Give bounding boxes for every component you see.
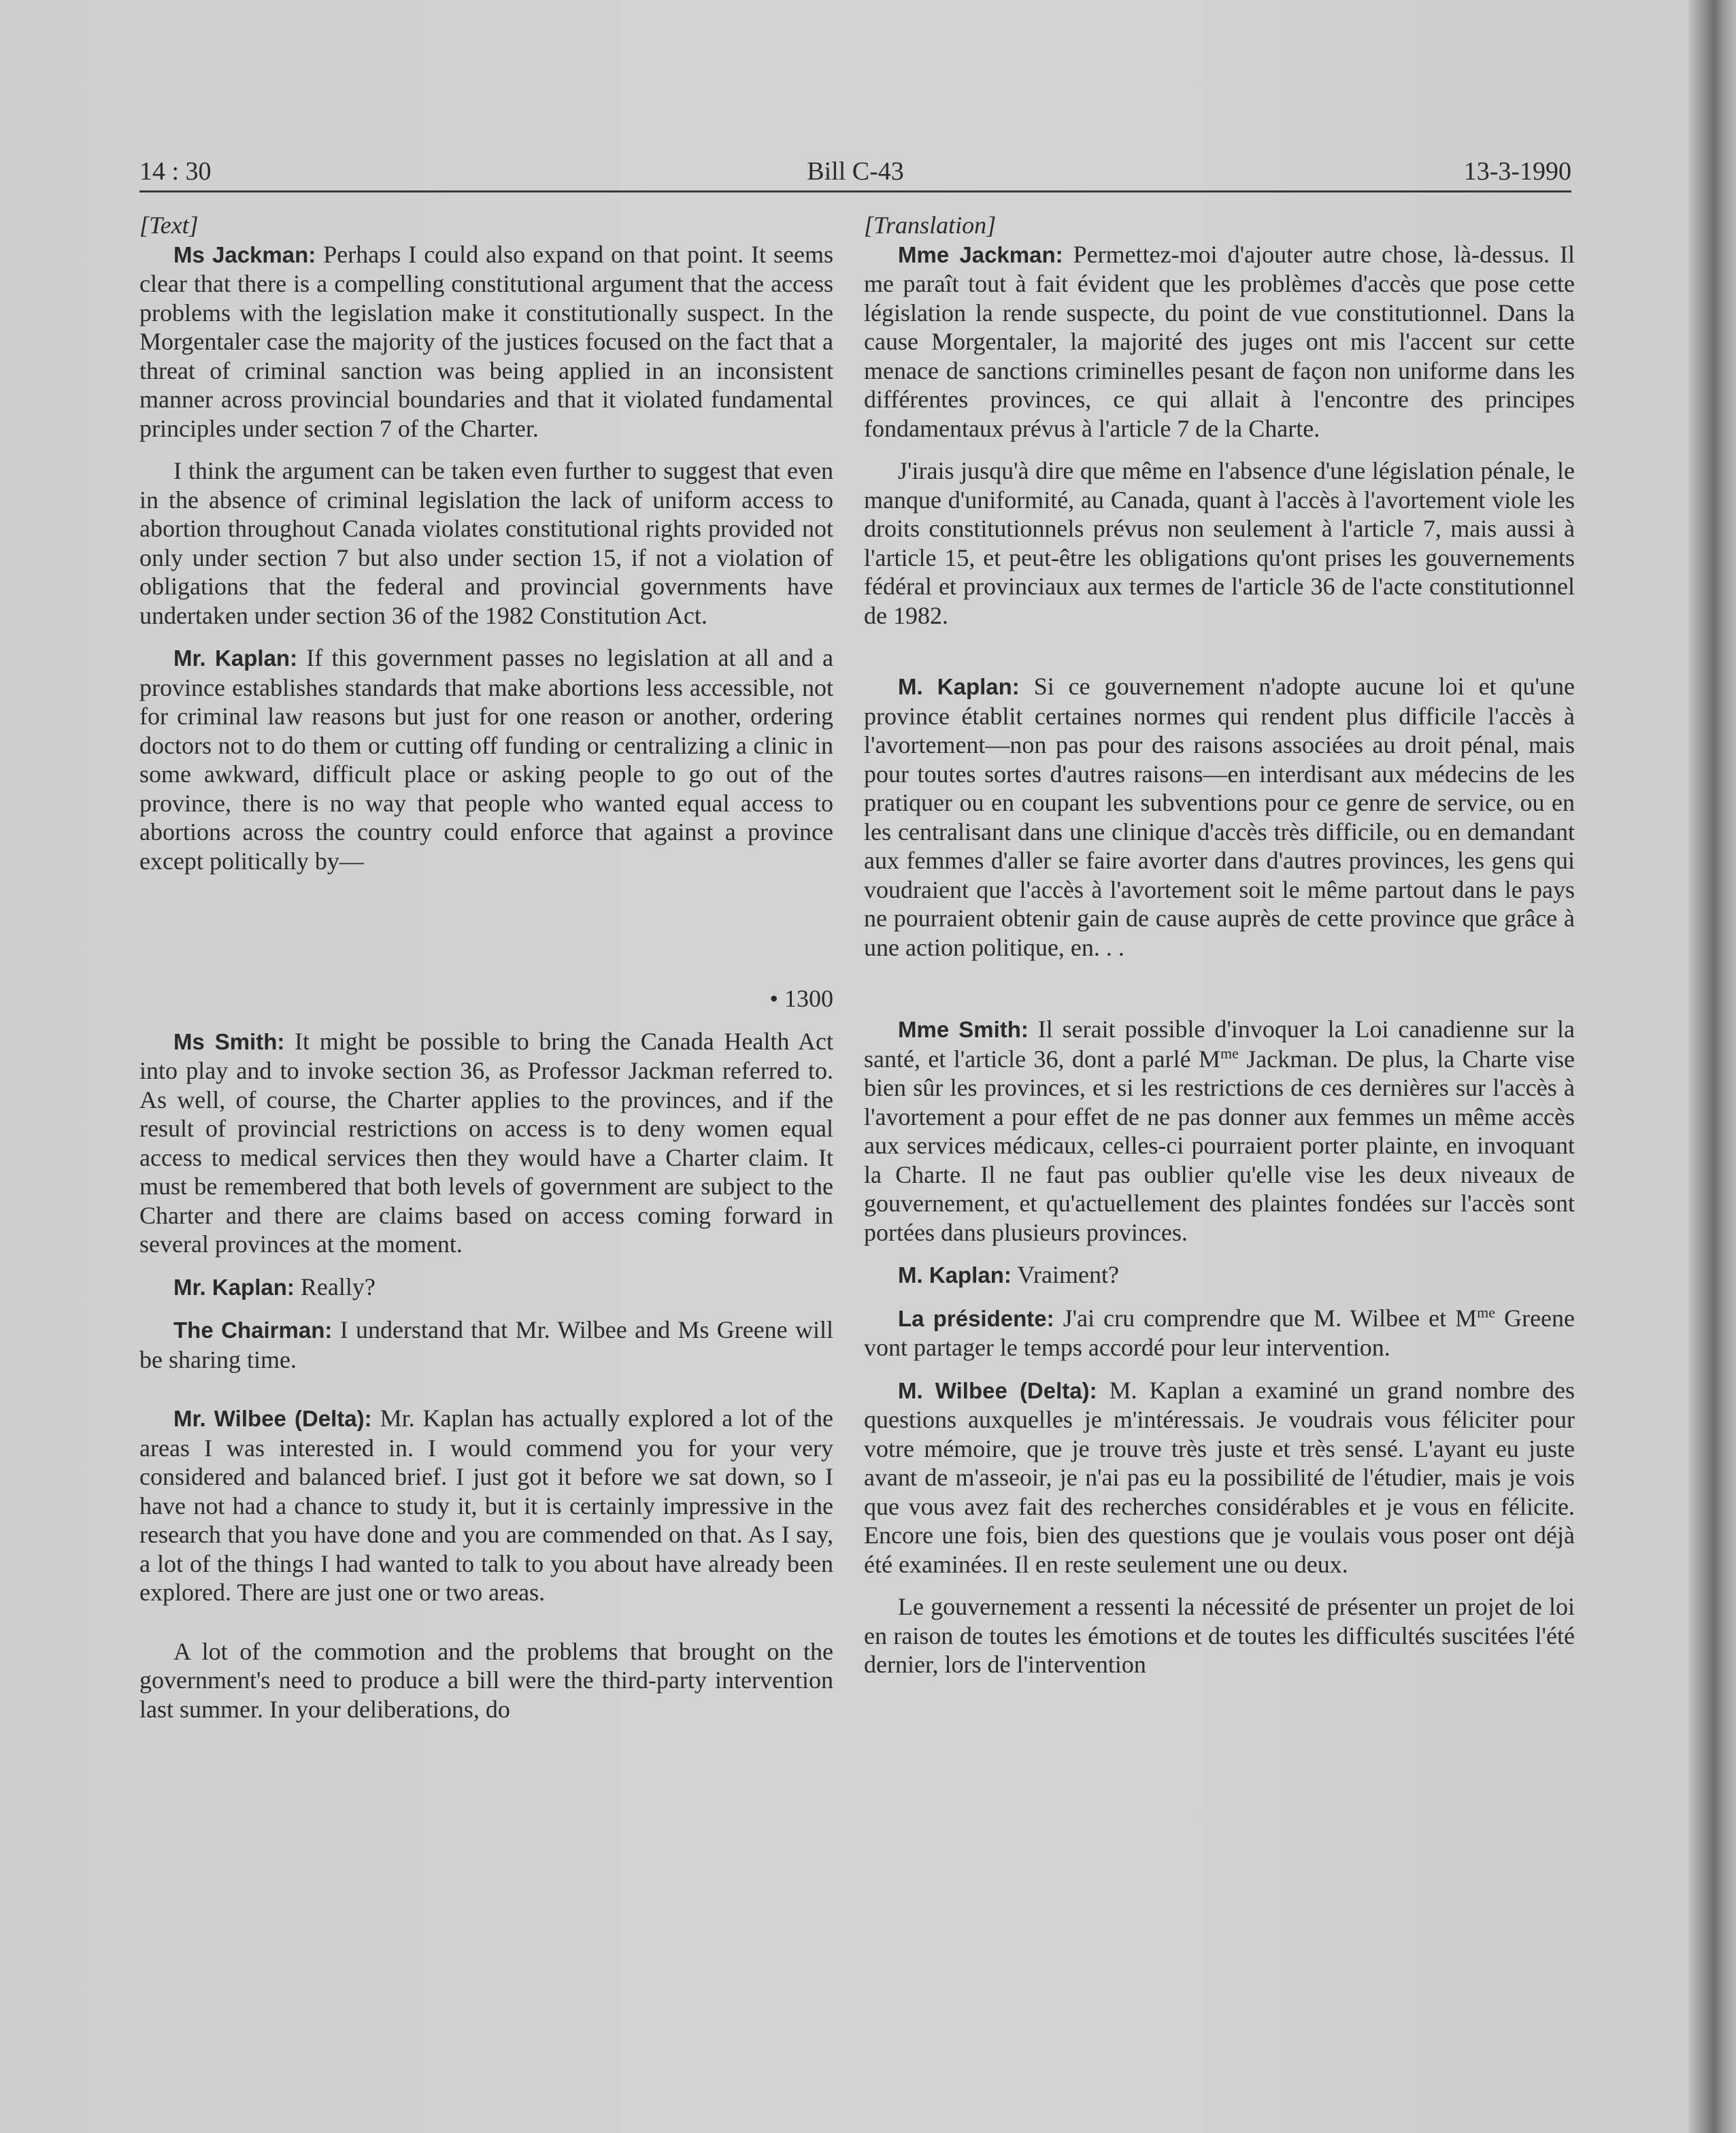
paragraph-text: J'ai cru comprendre que M. Wilbee et M	[1063, 1304, 1478, 1332]
paragraph-text: Mr. Kaplan has actually explored a lot of the areas I was interested in. I would commend you for your very considered and balanced brief. I just got it before we sat down, so I have not had a chance to study it, but it is certainly impressive in the research that you have done and you are commended on that. As I say, a lot of the things I had wanted to talk to you about have already been explored. There are just one or two areas.	[139, 1405, 833, 1606]
paragraph-text: Permettez-moi d'ajouter autre chose, là-dessus. Il me paraît tout à fait évident que les problèmes d'accès que pose cette législation la rende suspecte, du point de vue constitutionnel. Dans la cause Morgentaler, la majorité des juges ont mis l'accent sur cette menace de sanctions criminelles pesant de façon non uniforme dans les différentes provinces, ce qui allait à l'encontre des principes fondamentaux prévus à l'article 7 de la Charte.	[864, 240, 1575, 442]
paragraph-text: I understand that Mr. Wilbee and Ms Greene will be sharing time.	[139, 1316, 833, 1373]
speaker-name: M. Kaplan:	[898, 674, 1020, 699]
paragraph-kaplan	[139, 643, 833, 875]
paragraph-text: Si ce gouvernement n'adopte aucune loi et qu'une province établit certaines normes qui rendent plus difficile l'accès à l'avortement—non pas pour des raisons associées au droit pénal, mais pour toutes sortes d'autres raisons—en interdisant aux médecins de les pratiquer ou en coupant les subventions pour ce genre de service, ou en les centralisant dans une clinique d'accès très difficile, ou en demandant aux femmes d'aller se faire avorter dans d'autres provinces, les gens qui voudraient que l'accès à l'avortement soit le même partout dans le pays ne pourraient obtenir gain de cause auprès de cette province que grâce à une action politique, en. . .	[864, 673, 1575, 961]
paragraph-jackman-cont: J'irais jusqu'à dire que même en l'absence d'une législation pénale, le manque d'uniformité, au Canada, quant à l'accès à l'avortement viole les droits constitutionnels prévus non seulement à l'article 7, mais aussi à l'article 15, et peut-être les obligations qu'ont prises les gouvernements fédéral et provinciaux aux termes de l'article 36 de l'acte constitutionnel de 1982.	[864, 457, 1575, 629]
paragraph-text: Really?	[300, 1273, 375, 1300]
paragraph-text: Il serait possible d'invoquer la Loi canadienne sur la santé, et l'article 36, dont a parlé M	[864, 1015, 1575, 1073]
paragraph-text: Vraiment?	[1017, 1261, 1119, 1288]
paragraph-text: Perhaps I could also expand on that point. It seems clear that there is a compelling constitutional argument that the access problems with the legislation make it constitutionally suspect. In the Morgentaler case the majority of the justices focused on the fact that a threat of criminal sanction was being applied in an inconsistent manner across provincial boundaries and that it violated fundamental principles under section 7 of the Charter.	[139, 240, 834, 442]
paragraph-text: If this government passes no legislation at all and a province establishes standards that make abortions less accessible, not for criminal law reasons but just for one reason or another, ordering doctors not to do them or cutting off funding or centralizing a clinic in some awkward, difficult place or asking people to go out of the province, there is no way that people who wanted equal access to abortions across the country could enforce that against a province except politically by—	[139, 644, 834, 875]
speaker-name: Mr. Kaplan:	[173, 645, 298, 671]
paragraph-wilbee-cont: A lot of the commotion and the problems that brought on the government's need to produce a bill were the third-party intervention last summer. In your deliberations, do	[139, 1637, 833, 1723]
french-column	[864, 211, 1575, 1679]
speaker-name: Mme Smith:	[898, 1017, 1029, 1042]
bill-title: Bill C-43	[807, 157, 904, 186]
page-number: 14 : 30	[139, 157, 212, 186]
speaker-name: The Chairman:	[173, 1317, 333, 1343]
speaker-name: Ms Smith:	[173, 1028, 285, 1054]
translation-tag: [Translation]	[864, 212, 997, 239]
paragraph-smith	[139, 1027, 833, 1259]
paragraph-kaplan-really	[864, 1260, 1575, 1290]
speaker-name: Mr. Wilbee (Delta):	[173, 1406, 372, 1431]
paragraph-jackman	[139, 240, 833, 443]
text-tag: [Text]	[139, 212, 199, 239]
speaker-name: Mr. Kaplan:	[173, 1274, 295, 1300]
speaker-name: M. Kaplan:	[898, 1262, 1012, 1288]
paragraph-wilbee-cont: Le gouvernement a ressenti la nécessité de présenter un projet de loi en raison de toutes les émotions et de toutes les difficultés suscitées l'été dernier, lors de l'intervention	[864, 1593, 1575, 1678]
speaker-name: La présidente:	[898, 1305, 1054, 1331]
paragraph-text: Jackman. De plus, la Charte vise bien sûr les provinces, et si les restrictions de ces dernières sur l'accès à l'avortement a pour effet de ne pas donner aux femmes un même accès aux services médicaux, celles-ci pourraient porter plainte, en invoquant la Charte. Il ne faut pas oublier qu'elle vise les deux niveaux de gouvernement, et qu'actuellement des plaintes fondées sur l'accès sont portées dans plusieurs provinces.	[864, 1045, 1575, 1246]
speaker-name: M. Wilbee (Delta):	[898, 1377, 1097, 1403]
paragraph-chairman	[139, 1315, 833, 1374]
paragraph-wilbee	[864, 1376, 1575, 1579]
paragraph-jackman	[864, 240, 1575, 443]
paragraph-text: M. Kaplan a examiné un grand nombre des questions auxquelles je m'intéressais. Je voudrais vous féliciter pour votre mémoire, que je trouve très juste et très sensé. L'ayant eu juste avant de m'asseoir, je n'ai pas eu la possibilité de l'étudier, mais je vois que vous avez fait des recherches considérables et je vous en félicite. Encore une fois, bien des questions que je voulais vous poser ont déjà été examinées. Il en reste seulement une ou deux.	[864, 1376, 1575, 1578]
paragraph-kaplan-really	[139, 1273, 833, 1303]
superscript: me	[1477, 1303, 1496, 1321]
header-date: 13-3-1990	[1463, 157, 1571, 186]
speaker-name: Mme Jackman:	[898, 241, 1063, 267]
page-header	[139, 143, 1571, 192]
time-marker: • 1300	[769, 985, 833, 1012]
superscript: me	[1220, 1044, 1239, 1062]
paragraph-kaplan	[864, 672, 1575, 962]
page-edge-shadow	[1688, 0, 1736, 2133]
paragraph-text: Greene vont partager le temps accordé pour leur intervention.	[864, 1304, 1575, 1361]
paragraph-chairman	[864, 1304, 1575, 1362]
paragraph-smith	[864, 1015, 1575, 1247]
paragraph-jackman-cont: I think the argument can be taken even further to suggest that even in the absence of criminal legislation the lack of uniform access to abortion throughout Canada violates constitutional rights provided not only under section 7 but also under section 15, if not a violation of obligations that the federal and provincial governments have undertaken under section 36 of the 1982 Constitution Act.	[139, 457, 833, 629]
english-column	[139, 211, 833, 1724]
paragraph-wilbee	[139, 1404, 833, 1607]
paragraph-text: It might be possible to bring the Canada Health Act into play and to invoke section 36, as Professor Jackman referred to. As well, of course, the Charter applies to the provinces, and if the result of provincial restrictions on access is to deny women equal access to medical services then they would have a Charter claim. It must be remembered that both levels of government are subject to the Charter and there are claims based on access coming forward in several provinces at the moment.	[139, 1027, 834, 1258]
speaker-name: Ms Jackman:	[173, 241, 316, 267]
